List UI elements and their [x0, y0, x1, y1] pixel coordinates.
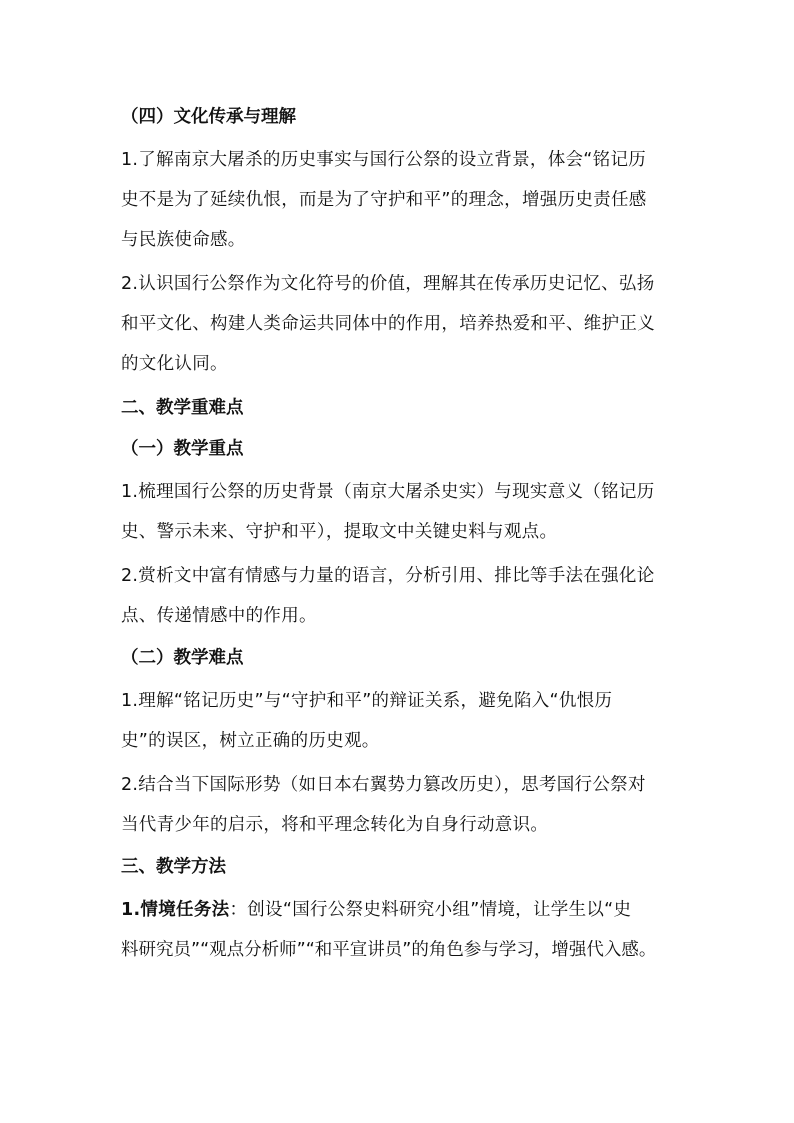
- subsection-key-points-heading: （一）教学重点: [121, 439, 244, 459]
- section-three-heading: 三、教学方法: [121, 857, 226, 877]
- paragraph-line: 史”的误区，树立正确的历史观。: [121, 731, 380, 751]
- paragraph-line: 当代青少年的启示，将和平理念转化为自身行动意识。: [121, 815, 549, 835]
- paragraph-line: 2.结合当下国际形势（如日本右翼势力篡改历史），思考国行公祭对: [121, 775, 646, 795]
- method-1-label: 1.情境任务法: [121, 900, 230, 920]
- paragraph-line: 2.赏析文中富有情感与力量的语言，分析引用、排比等手法在强化论: [121, 566, 655, 586]
- paragraph-line: 史、警示未来、守护和平），提取文中关键史料与观点。: [121, 522, 558, 542]
- method-1-line: [121, 897, 681, 923]
- paragraph-line: 1.理解“铭记历史”与“守护和平”的辩证关系，避免陷入“仇恨历: [121, 691, 613, 711]
- paragraph-line: 和平文化、构建人类命运共同体中的作用，培养热爱和平、维护正义: [121, 314, 655, 334]
- paragraph-line: 的文化认同。: [121, 354, 228, 374]
- method-1-text: ：创设“国行公祭史料研究小组”情境，让学生以“史: [229, 900, 632, 920]
- paragraph-line: 2.认识国行公祭作为文化符号的价值，理解其在传承历史记忆、弘扬: [121, 274, 655, 294]
- section-two-heading: 二、教学重难点: [121, 398, 244, 418]
- paragraph-line: 1.了解南京大屠杀的历史事实与国行公祭的设立背景，体会“铭记历: [121, 150, 647, 170]
- subsection-difficult-points-heading: （二）教学难点: [121, 648, 244, 668]
- paragraph-line: 点、传递情感中的作用。: [121, 606, 317, 626]
- paragraph-line: 与民族使命感。: [121, 230, 246, 250]
- paragraph-line: 史不是为了延续仇恨，而是为了守护和平”的理念，增强历史责任感: [121, 190, 647, 210]
- paragraph-line: 料研究员”“观点分析师”“和平宣讲员”的角色参与学习，增强代入感。: [121, 940, 657, 960]
- section-4-heading: （四）文化传承与理解: [121, 107, 296, 127]
- paragraph-line: 1.梳理国行公祭的历史背景（南京大屠杀史实）与现实意义（铭记历: [121, 482, 655, 502]
